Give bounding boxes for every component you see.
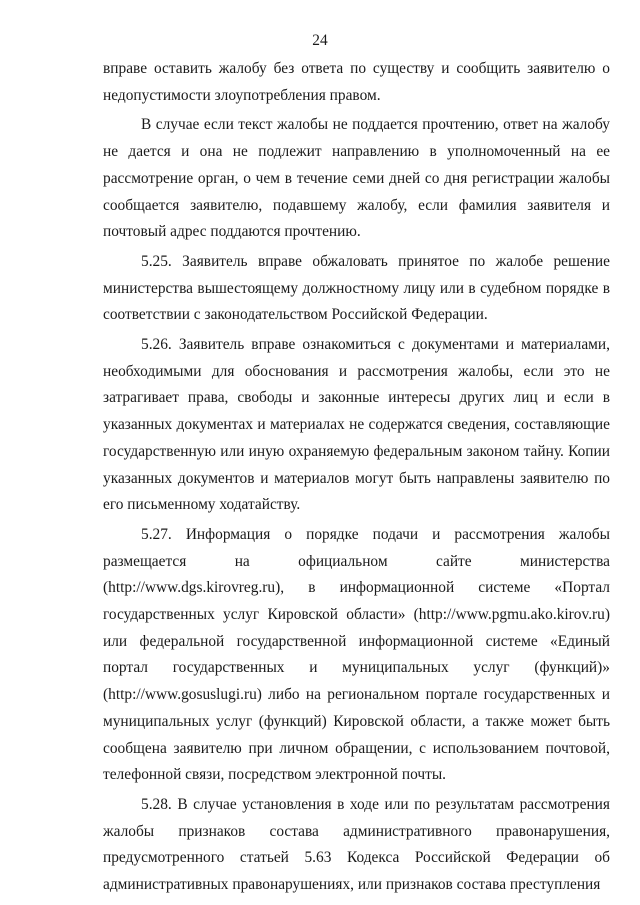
paragraph-5-25: 5.25. Заявитель вправе обжаловать принятое по жалобе решение министерства вышестоящему должностному лицу или в судебном порядке в соответствии с законодательством Российской Федерации. bbox=[103, 252, 610, 324]
paragraph-continuation: вправе оставить жалобу без ответа по существу и сообщить заявителю о недопустимости злоупотребления правом. bbox=[103, 60, 610, 104]
page-number: 24 bbox=[312, 32, 328, 49]
document-body bbox=[103, 56, 610, 902]
paragraph-5-27: 5.27. Информация о порядке подачи и рассмотрения жалобы размещается на официальном сайте министерства (http://www.dgs.kirovreg.ru), в информационной системе «Портал государственных услуг Кировской области» (http://www.pgmu.ako.kirov.ru) или федеральной государственной информационной системе «Единый портал государственных и муниципальных услуг (функций)» (http://www.gosuslugi.ru) либо на региональном портале государственных и муниципальных услуг (функций) Кировской области, а также может быть сообщена заявителю при личном обращении, с использованием почтовой, телефонной связи, посредством электронной почты. bbox=[103, 525, 610, 784]
paragraph-5-28: 5.28. В случае установления в ходе или по результатам рассмотрения жалобы признаков состава административного правонарушения, предусмотренного статьей 5.63 Кодекса Российской Федерации об административных правонарушениях, или признаков состава преступления bbox=[103, 795, 610, 894]
paragraph-5-26: 5.26. Заявитель вправе ознакомиться с документами и материалами, необходимыми для обоснования и рассмотрения жалобы, если это не затрагивает права, свободы и законные интересы других лиц и если в указанных документах и материалах не содержатся сведения, составляющие государственную или иную охраняемую федеральным законом тайну. Копии указанных документов и материалов могут быть направлены заявителю по его письменному ходатайству. bbox=[103, 336, 610, 514]
paragraph-illegible-complaint: В случае если текст жалобы не поддается прочтению, ответ на жалобу не дается и она не подлежит направлению в уполномоченный на ее рассмотрение орган, о чем в течение семи дней со дня регистрации жалобы сообщается заявителю, подавшему жалобу, если фамилия заявителя и почтовый адрес поддаются прочтению. bbox=[103, 116, 610, 241]
